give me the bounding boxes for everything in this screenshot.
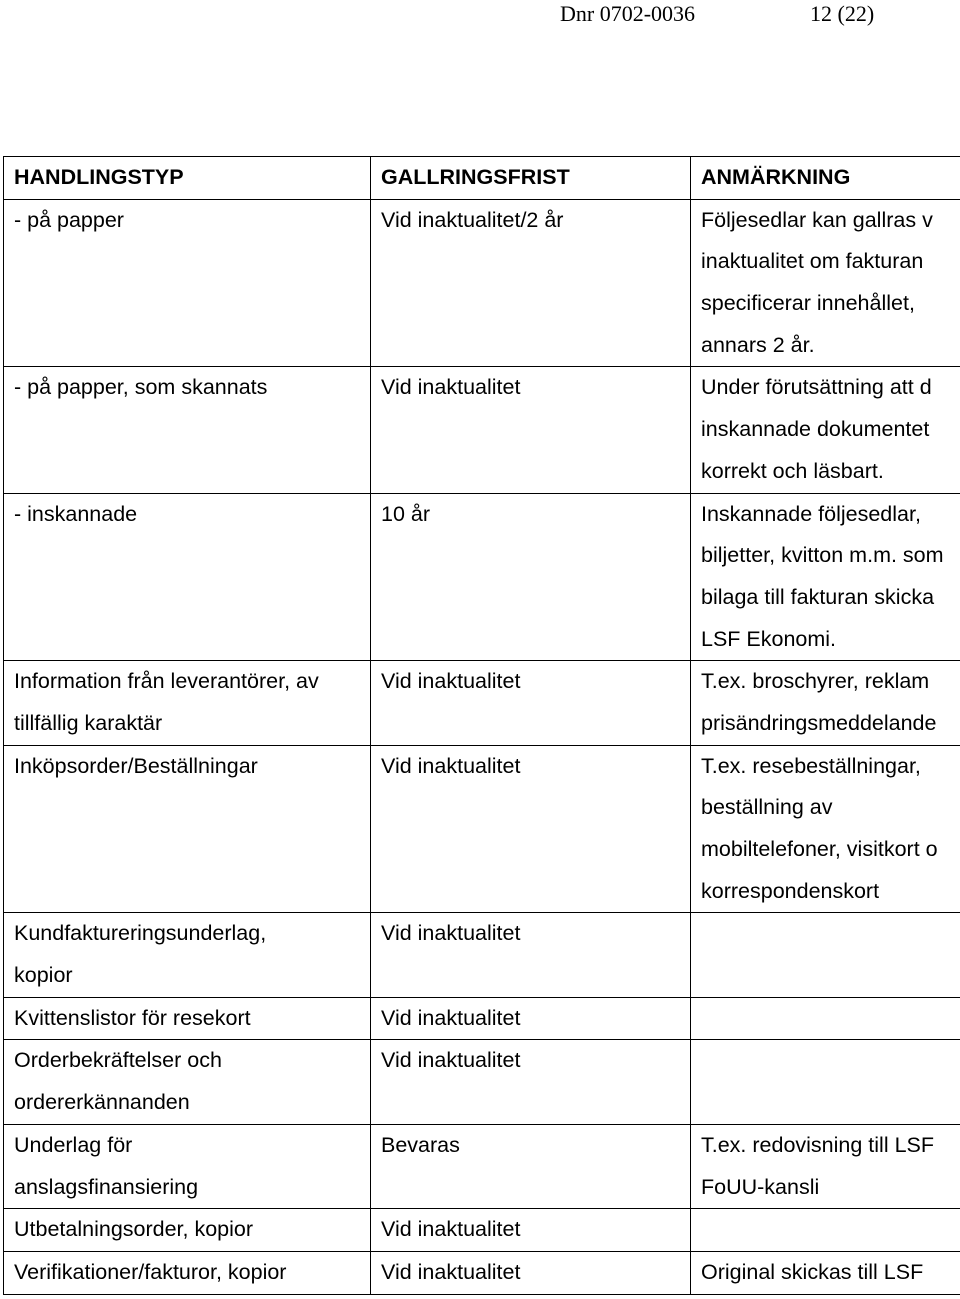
table-header-row <box>4 157 960 200</box>
cell-handlingstyp <box>4 199 371 367</box>
cell-anmarkning <box>691 199 960 367</box>
cell-gallringsfrist <box>371 1040 691 1124</box>
cell-handlingstyp-line: - på papper, som skannats <box>14 375 268 400</box>
cell-handlingstyp <box>4 745 371 913</box>
retention-table <box>3 156 960 1295</box>
cell-anmarkning-line: T.ex. redovisning till LSF <box>701 1132 935 1157</box>
cell-anmarkning-line: biljetter, kvitton m.m. som <box>701 543 944 568</box>
cell-anmarkning-line: LSF Ekonomi. <box>701 626 837 651</box>
cell-anmarkning-line: inaktualitet om fakturan <box>701 249 924 274</box>
cell-anmarkning <box>691 913 960 997</box>
cell-gallringsfrist-line: Bevaras <box>381 1132 460 1157</box>
cell-anmarkning <box>691 1209 960 1252</box>
cell-gallringsfrist <box>371 493 691 661</box>
cell-handlingstyp <box>4 913 371 997</box>
cell-anmarkning-line: bilaga till fakturan skicka <box>701 584 935 609</box>
cell-gallringsfrist <box>371 745 691 913</box>
table-row <box>4 997 960 1040</box>
cell-handlingstyp <box>4 997 371 1040</box>
cell-handlingstyp-line: Verifikationer/fakturor, kopior <box>14 1259 287 1284</box>
cell-gallringsfrist <box>371 661 691 745</box>
cell-handlingstyp <box>4 367 371 493</box>
cell-gallringsfrist-line: Vid inaktualitet <box>381 921 521 946</box>
cell-anmarkning-line: Följesedlar kan gallras v <box>701 207 933 232</box>
cell-gallringsfrist-line: Vid inaktualitet <box>381 375 521 400</box>
cell-gallringsfrist-line: Vid inaktualitet <box>381 1259 521 1284</box>
cell-anmarkning-line: korrespondenskort <box>701 878 880 903</box>
cell-anmarkning <box>691 997 960 1040</box>
cell-handlingstyp-line: Inköpsorder/Beställningar <box>14 753 258 778</box>
cell-anmarkning-line: beställning av <box>701 795 833 820</box>
cell-gallringsfrist <box>371 1251 691 1294</box>
cell-handlingstyp <box>4 661 371 745</box>
cell-anmarkning-line: Original skickas till LSF <box>701 1259 924 1284</box>
table-row <box>4 661 960 745</box>
header-handlingstyp: HANDLINGSTYP <box>4 157 371 200</box>
cell-anmarkning-line: T.ex. resebeställningar, <box>701 753 921 778</box>
cell-handlingstyp <box>4 1040 371 1124</box>
cell-gallringsfrist <box>371 367 691 493</box>
cell-anmarkning-line: mobiltelefoner, visitkort o <box>701 837 938 862</box>
table-row <box>4 367 960 493</box>
table-row <box>4 913 960 997</box>
cell-anmarkning <box>691 493 960 661</box>
cell-gallringsfrist <box>371 997 691 1040</box>
table-row <box>4 1209 960 1252</box>
cell-anmarkning <box>691 1124 960 1208</box>
cell-handlingstyp-line: tillfällig karaktär <box>14 710 163 735</box>
cell-handlingstyp <box>4 493 371 661</box>
cell-handlingstyp-line: Kundfaktureringsunderlag, <box>14 921 267 946</box>
table-row <box>4 1040 960 1124</box>
cell-anmarkning <box>691 367 960 493</box>
cell-gallringsfrist-line: Vid inaktualitet <box>381 669 521 694</box>
cell-gallringsfrist <box>371 913 691 997</box>
cell-gallringsfrist-line: Vid inaktualitet/2 år <box>381 207 564 232</box>
cell-anmarkning-line: Under förutsättning att d <box>701 375 932 400</box>
cell-gallringsfrist-line: Vid inaktualitet <box>381 1217 521 1242</box>
table-row <box>4 745 960 913</box>
cell-handlingstyp <box>4 1124 371 1208</box>
cell-gallringsfrist-line: Vid inaktualitet <box>381 1005 521 1030</box>
cell-handlingstyp-line: Kvittenslistor för resekort <box>14 1005 251 1030</box>
header-gallringsfrist: GALLRINGSFRIST <box>371 157 691 200</box>
cell-handlingstyp-line: Information från leverantörer, av <box>14 669 319 694</box>
header-anmarkning: ANMÄRKNING <box>691 157 960 200</box>
cell-handlingstyp-line: kopior <box>14 963 73 988</box>
cell-anmarkning-line: annars 2 år. <box>701 332 815 357</box>
cell-anmarkning-line: korrekt och läsbart. <box>701 458 884 483</box>
table-row <box>4 1251 960 1294</box>
cell-handlingstyp-line: Orderbekräftelser och <box>14 1048 222 1073</box>
cell-anmarkning-line: specificerar innehållet, <box>701 291 915 316</box>
cell-handlingstyp-line: - på papper <box>14 207 124 232</box>
table-row <box>4 199 960 367</box>
cell-anmarkning <box>691 661 960 745</box>
cell-anmarkning <box>691 1040 960 1124</box>
cell-handlingstyp-line: Utbetalningsorder, kopior <box>14 1217 254 1242</box>
cell-gallringsfrist <box>371 199 691 367</box>
cell-gallringsfrist-line: 10 år <box>381 501 431 526</box>
cell-gallringsfrist-line: Vid inaktualitet <box>381 753 521 778</box>
cell-handlingstyp-line: ordererkännanden <box>14 1090 190 1115</box>
cell-anmarkning <box>691 1251 960 1294</box>
table-row <box>4 1124 960 1208</box>
cell-handlingstyp-line: Underlag för <box>14 1132 133 1157</box>
cell-gallringsfrist <box>371 1209 691 1252</box>
cell-handlingstyp-line: - inskannade <box>14 501 138 526</box>
cell-anmarkning-line: FoUU-kansli <box>701 1174 820 1199</box>
cell-handlingstyp-line: anslagsfinansiering <box>14 1174 199 1199</box>
cell-anmarkning <box>691 745 960 913</box>
cell-anmarkning-line: prisändringsmeddelande <box>701 710 937 735</box>
cell-anmarkning-line: Inskannade följesedlar, <box>701 501 921 526</box>
cell-gallringsfrist <box>371 1124 691 1208</box>
cell-gallringsfrist-line: Vid inaktualitet <box>381 1048 521 1073</box>
table-row <box>4 493 960 661</box>
document-number: Dnr 0702-0036 <box>560 1 696 26</box>
cell-anmarkning-line: inskannade dokumentet <box>701 417 930 442</box>
cell-handlingstyp <box>4 1209 371 1252</box>
cell-handlingstyp <box>4 1251 371 1294</box>
page-number: 12 (22) <box>810 1 875 26</box>
cell-anmarkning-line: T.ex. broschyrer, reklam <box>701 669 930 694</box>
